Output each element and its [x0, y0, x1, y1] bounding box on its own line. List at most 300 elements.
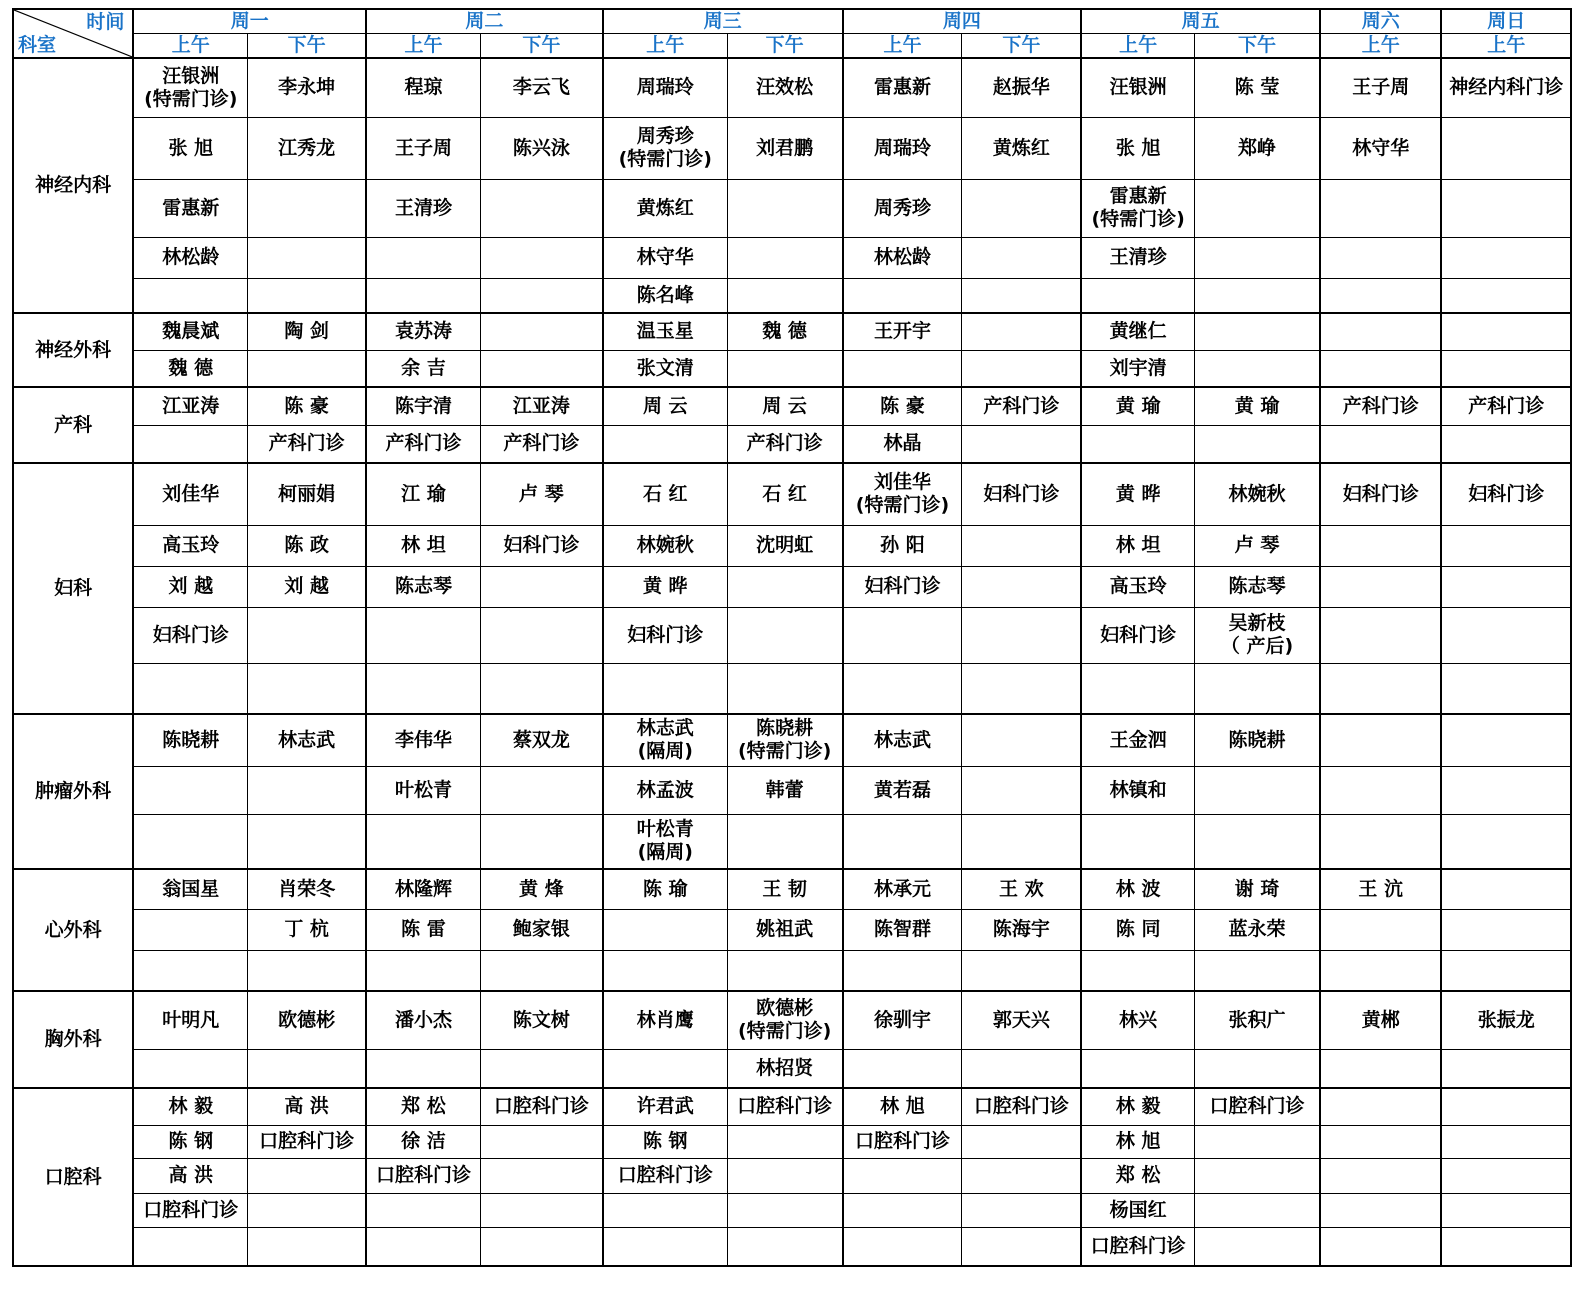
doctor-name: 孙 阳	[880, 534, 925, 556]
doctor-name: 陈晓耕	[162, 728, 220, 751]
doctor-name: 黄 晔	[642, 575, 688, 597]
slot-header: 下午	[727, 34, 842, 59]
doctor-name: 口腔科门诊	[375, 1164, 471, 1186]
schedule-cell	[248, 663, 366, 714]
department-name: 神经内科	[13, 58, 133, 313]
schedule-cell	[133, 663, 247, 714]
schedule-cell	[1320, 869, 1441, 909]
doctor-name: 陈 钢	[168, 1130, 214, 1152]
clinic-note: （ 产后)	[1220, 635, 1294, 657]
doctor-name: 魏 德	[762, 320, 807, 343]
schedule-cell	[727, 714, 842, 766]
schedule-cell	[133, 1088, 247, 1125]
doctor-name: 陈兴泳	[512, 136, 570, 159]
table-row	[13, 1088, 1571, 1125]
schedule-cell	[1081, 766, 1194, 814]
doctor-name: 陈 钢	[642, 1130, 688, 1152]
department-name: 口腔科	[13, 1088, 133, 1266]
schedule-cell	[480, 179, 602, 237]
table-row	[13, 237, 1571, 278]
doctor-name: 陈海宇	[992, 918, 1050, 940]
doctor-name: 林 毅	[168, 1095, 214, 1118]
schedule-cell	[843, 950, 962, 991]
schedule-cell	[1320, 607, 1441, 663]
doctor-name: 产科门诊	[503, 432, 580, 455]
schedule-cell	[962, 950, 1081, 991]
schedule-cell	[366, 58, 480, 117]
schedule-cell	[727, 1158, 842, 1193]
schedule-cell	[1081, 1227, 1194, 1266]
schedule-cell	[727, 525, 842, 566]
schedule-cell	[1441, 1125, 1571, 1158]
doctor-name: 张 旭	[1115, 136, 1161, 159]
doctor-name: 黄 瑜	[1234, 394, 1280, 417]
schedule-cell	[1081, 566, 1194, 607]
table-row	[13, 1227, 1571, 1266]
schedule-cell	[366, 663, 480, 714]
schedule-cell	[1320, 1193, 1441, 1227]
schedule-cell	[727, 313, 842, 350]
schedule-cell	[727, 607, 842, 663]
schedule-cell	[1081, 350, 1194, 387]
doctor-name: 石 红	[762, 482, 807, 505]
schedule-cell	[1081, 869, 1194, 909]
day-header: 周五	[1081, 9, 1320, 34]
doctor-name: 陈宇清	[394, 394, 452, 417]
schedule-cell	[727, 1049, 842, 1088]
schedule-cell	[843, 313, 962, 350]
schedule-cell	[727, 814, 842, 869]
schedule-cell	[1320, 991, 1441, 1049]
doctor-name: 陈晓耕	[756, 717, 814, 740]
doctor-name: 叶松青	[636, 818, 694, 841]
table-row	[13, 117, 1571, 179]
schedule-cell	[480, 814, 602, 869]
schedule-cell	[1441, 663, 1571, 714]
schedule-cell	[843, 1227, 962, 1266]
schedule-cell	[133, 179, 247, 237]
schedule-cell	[1195, 991, 1320, 1049]
schedule-cell	[480, 869, 602, 909]
doctor-name: 产科门诊	[1468, 394, 1545, 417]
schedule-cell	[962, 814, 1081, 869]
schedule-cell	[1195, 1088, 1320, 1125]
schedule-cell	[366, 950, 480, 991]
doctor-name: 口腔科门诊	[259, 1130, 355, 1152]
schedule-cell	[1195, 425, 1320, 463]
schedule-cell	[603, 1158, 727, 1193]
table-row	[13, 350, 1571, 387]
schedule-cell	[603, 117, 727, 179]
doctor-name: 蓝永荣	[1228, 918, 1286, 940]
schedule-cell	[603, 463, 727, 525]
table-row	[13, 313, 1571, 350]
doctor-name: 张文清	[636, 356, 694, 379]
schedule-cell	[843, 387, 962, 425]
schedule-cell	[1441, 387, 1571, 425]
doctor-name: 张积广	[1228, 1008, 1286, 1031]
schedule-cell	[480, 909, 602, 950]
doctor-name: 口腔科门诊	[973, 1095, 1069, 1118]
schedule-cell	[480, 525, 602, 566]
schedule-cell	[480, 425, 602, 463]
schedule-cell	[1441, 566, 1571, 607]
schedule-cell	[1441, 425, 1571, 463]
schedule-cell	[603, 1049, 727, 1088]
doctor-name: 李云飞	[512, 76, 570, 99]
schedule-cell	[1441, 313, 1571, 350]
schedule-cell	[962, 766, 1081, 814]
clinic-note: (特需门诊)	[1091, 208, 1185, 230]
schedule-cell	[1320, 950, 1441, 991]
schedule-cell	[1320, 1088, 1441, 1125]
doctor-name: 陈文树	[512, 1008, 570, 1031]
schedule-cell	[962, 425, 1081, 463]
schedule-cell	[962, 350, 1081, 387]
schedule-cell	[1320, 566, 1441, 607]
doctor-name: 周秀珍	[873, 196, 931, 219]
clinic-note: (隔周)	[637, 740, 693, 763]
schedule-cell	[248, 387, 366, 425]
day-header: 周日	[1441, 9, 1571, 34]
schedule-cell	[480, 117, 602, 179]
schedule-cell	[1441, 1193, 1571, 1227]
schedule-cell	[1081, 1049, 1194, 1088]
schedule-cell	[1320, 1125, 1441, 1158]
schedule-cell	[727, 350, 842, 387]
table-row	[13, 179, 1571, 237]
schedule-cell	[366, 387, 480, 425]
doctor-name: 产科门诊	[385, 432, 462, 455]
schedule-cell	[1320, 387, 1441, 425]
schedule-cell	[843, 350, 962, 387]
schedule-cell	[843, 607, 962, 663]
schedule-cell	[248, 909, 366, 950]
doctor-name: 产科门诊	[1342, 394, 1419, 417]
schedule-cell	[133, 463, 247, 525]
schedule-cell	[366, 714, 480, 766]
schedule-cell	[1081, 714, 1194, 766]
clinic-note: (特需门诊)	[618, 148, 712, 170]
schedule-cell	[133, 58, 247, 117]
schedule-cell	[248, 1125, 366, 1158]
schedule-cell	[962, 869, 1081, 909]
doctor-name: 卢 琴	[519, 482, 564, 505]
department-name: 产科	[13, 387, 133, 463]
schedule-cell	[133, 1158, 247, 1193]
schedule-cell	[843, 237, 962, 278]
doctor-name: 林婉秋	[636, 534, 694, 556]
doctor-name: 妇科门诊	[983, 482, 1060, 505]
schedule-cell	[1081, 463, 1194, 525]
schedule-cell	[133, 714, 247, 766]
schedule-cell	[366, 1049, 480, 1088]
doctor-name: 林守华	[636, 246, 694, 268]
doctor-name: 口腔科门诊	[1209, 1095, 1305, 1118]
schedule-cell	[1320, 425, 1441, 463]
doctor-name: 王金泗	[1109, 728, 1167, 751]
slot-header-row	[13, 34, 1571, 59]
schedule-cell	[1081, 313, 1194, 350]
doctor-name: 周 云	[762, 394, 807, 417]
doctor-name: 黄若磊	[873, 778, 931, 801]
table-row	[13, 869, 1571, 909]
schedule-cell	[727, 58, 842, 117]
schedule-cell	[1195, 869, 1320, 909]
doctor-name: 黄炼红	[992, 136, 1050, 159]
schedule-cell	[727, 566, 842, 607]
doctor-name: 汪银洲	[1109, 76, 1167, 99]
schedule-cell	[1441, 950, 1571, 991]
schedule-cell	[727, 278, 842, 313]
schedule-cell	[1320, 179, 1441, 237]
doctor-name: 林肖鹰	[636, 1008, 694, 1031]
schedule-cell	[133, 991, 247, 1049]
table-row	[13, 525, 1571, 566]
schedule-cell	[1320, 58, 1441, 117]
clinic-note: (特需门诊)	[855, 494, 950, 517]
schedule-cell	[133, 566, 247, 607]
schedule-cell	[603, 1193, 727, 1227]
schedule-cell	[1195, 117, 1320, 179]
doctor-name: 陈 政	[284, 534, 329, 556]
schedule-cell	[480, 237, 602, 278]
slot-header: 上午	[133, 34, 247, 59]
doctor-name: 江 瑜	[401, 482, 446, 505]
schedule-cell	[962, 1125, 1081, 1158]
schedule-cell	[843, 1125, 962, 1158]
schedule-cell	[1195, 58, 1320, 117]
schedule-cell	[1320, 714, 1441, 766]
schedule-cell	[480, 350, 602, 387]
doctor-name: 欧德彬	[756, 997, 814, 1020]
schedule-cell	[133, 313, 247, 350]
doctor-name: 妇科门诊	[864, 575, 941, 597]
doctor-name: 韩蕾	[765, 778, 804, 801]
doctor-name: 妇科门诊	[1342, 482, 1419, 505]
day-header-row	[13, 9, 1571, 34]
doctor-name: 郑峥	[1238, 136, 1277, 159]
schedule-cell	[603, 179, 727, 237]
schedule-cell	[962, 278, 1081, 313]
schedule-cell	[248, 350, 366, 387]
schedule-cell	[366, 909, 480, 950]
doctor-name: 卢 琴	[1234, 534, 1280, 556]
schedule-cell	[1081, 387, 1194, 425]
schedule-cell	[366, 869, 480, 909]
table-row	[13, 950, 1571, 991]
day-header: 周一	[133, 9, 366, 34]
doctor-name: 陈 莹	[1234, 76, 1280, 99]
schedule-cell	[843, 814, 962, 869]
department-name: 肿瘤外科	[13, 714, 133, 869]
doctor-name: 林晶	[883, 432, 922, 455]
schedule-cell	[843, 58, 962, 117]
schedule-cell	[248, 1158, 366, 1193]
doctor-name: 黄继仁	[1109, 320, 1167, 343]
schedule-cell	[1320, 766, 1441, 814]
schedule-cell	[1441, 1049, 1571, 1088]
schedule-cell	[1195, 1193, 1320, 1227]
table-row	[13, 566, 1571, 607]
doctor-name: 赵振华	[992, 76, 1050, 99]
doctor-name: 江亚涛	[512, 394, 570, 417]
department-name: 心外科	[13, 869, 133, 991]
schedule-cell	[248, 566, 366, 607]
doctor-name: 林志武	[278, 728, 336, 751]
schedule-cell	[1441, 463, 1571, 525]
department-name: 胸外科	[13, 991, 133, 1088]
schedule-cell	[1195, 313, 1320, 350]
schedule-cell	[248, 869, 366, 909]
doctor-name: 林隆辉	[394, 877, 452, 900]
doctor-name: 郭天兴	[992, 1008, 1050, 1031]
schedule-cell	[480, 1049, 602, 1088]
schedule-cell	[727, 1088, 842, 1125]
schedule-cell	[1320, 525, 1441, 566]
schedule-cell	[1320, 278, 1441, 313]
schedule-cell	[962, 387, 1081, 425]
slot-header: 上午	[366, 34, 480, 59]
schedule-cell	[603, 525, 727, 566]
doctor-name: 陈 豪	[880, 394, 925, 417]
doctor-name: 刘佳华	[873, 471, 931, 494]
doctor-name: 黄 晔	[1115, 482, 1161, 505]
schedule-cell	[1441, 1158, 1571, 1193]
clinic-note: (特需门诊)	[737, 1020, 832, 1043]
schedule-cell	[1081, 1125, 1194, 1158]
schedule-cell	[727, 237, 842, 278]
schedule-cell	[366, 1227, 480, 1266]
schedule-cell	[1195, 237, 1320, 278]
doctor-name: 林守华	[1352, 136, 1410, 159]
schedule-cell	[727, 1125, 842, 1158]
doctor-name: 陈 豪	[284, 394, 329, 417]
doctor-name: 林兴	[1119, 1008, 1158, 1031]
schedule-cell	[1320, 117, 1441, 179]
schedule-cell	[248, 179, 366, 237]
schedule-cell	[603, 1088, 727, 1125]
schedule-cell	[133, 350, 247, 387]
doctor-name: 刘君鹏	[756, 136, 814, 159]
schedule-cell	[133, 814, 247, 869]
schedule-cell	[366, 1125, 480, 1158]
schedule-cell	[1081, 909, 1194, 950]
schedule-cell	[1441, 869, 1571, 909]
doctor-name: 刘宇清	[1109, 356, 1167, 379]
doctor-name: 林招贤	[756, 1056, 814, 1079]
slot-header: 上午	[603, 34, 727, 59]
schedule-cell	[1320, 350, 1441, 387]
schedule-cell	[843, 991, 962, 1049]
doctor-name: 林婉秋	[1228, 482, 1286, 505]
schedule-cell	[843, 425, 962, 463]
schedule-cell	[1081, 58, 1194, 117]
doctor-name: 石 红	[642, 482, 688, 505]
schedule-cell	[248, 237, 366, 278]
schedule-cell	[603, 387, 727, 425]
doctor-name: 蔡双龙	[512, 728, 570, 751]
schedule-cell	[1441, 525, 1571, 566]
schedule-cell	[727, 991, 842, 1049]
schedule-cell	[248, 278, 366, 313]
schedule-cell	[1320, 1158, 1441, 1193]
table-row	[13, 909, 1571, 950]
schedule-cell	[1081, 1193, 1194, 1227]
table-row	[13, 663, 1571, 714]
schedule-cell	[1441, 909, 1571, 950]
schedule-cell	[480, 387, 602, 425]
schedule-cell	[366, 525, 480, 566]
doctor-name: 高玉玲	[1109, 575, 1167, 597]
schedule-cell	[1320, 463, 1441, 525]
schedule-cell	[133, 1125, 247, 1158]
doctor-name: 林志武	[873, 728, 931, 751]
schedule-cell	[843, 566, 962, 607]
schedule-cell	[727, 869, 842, 909]
schedule-cell	[133, 1227, 247, 1266]
schedule-cell	[1195, 566, 1320, 607]
schedule-cell	[1441, 714, 1571, 766]
doctor-name: 刘 越	[168, 575, 214, 597]
doctor-name: 林志武	[636, 717, 694, 740]
clinic-note: (特需门诊)	[737, 740, 832, 763]
schedule-cell	[248, 1049, 366, 1088]
schedule-cell	[133, 387, 247, 425]
doctor-name: 潘小杰	[394, 1008, 452, 1031]
table-row	[13, 1158, 1571, 1193]
doctor-name: 陈智群	[873, 918, 931, 940]
schedule-cell	[1081, 814, 1194, 869]
schedule-cell	[962, 1158, 1081, 1193]
schedule-cell	[1441, 117, 1571, 179]
schedule-cell	[133, 909, 247, 950]
schedule-cell	[133, 950, 247, 991]
schedule-cell	[1195, 525, 1320, 566]
schedule-cell	[133, 278, 247, 313]
doctor-name: 魏晨斌	[162, 320, 220, 343]
day-header: 周二	[366, 9, 603, 34]
doctor-name: 程琼	[404, 76, 443, 99]
schedule-cell	[727, 1227, 842, 1266]
schedule-cell	[1441, 179, 1571, 237]
schedule-cell	[480, 313, 602, 350]
schedule-cell	[366, 1158, 480, 1193]
doctor-name: 林 坦	[401, 534, 446, 556]
schedule-cell	[962, 1049, 1081, 1088]
doctor-name: 黄郴	[1361, 1008, 1400, 1031]
doctor-name: 林 旭	[1115, 1130, 1161, 1152]
corner-header-cell	[13, 9, 133, 58]
doctor-name: 林松龄	[162, 246, 220, 268]
doctor-name: 周瑞玲	[873, 136, 931, 159]
doctor-name: 林承元	[873, 877, 931, 900]
slot-header: 上午	[843, 34, 962, 59]
schedule-cell	[248, 814, 366, 869]
doctor-name: 温玉星	[636, 320, 694, 343]
schedule-cell	[603, 663, 727, 714]
schedule-cell	[480, 1193, 602, 1227]
schedule-cell	[727, 387, 842, 425]
schedule-cell	[962, 463, 1081, 525]
schedule-cell	[1081, 1088, 1194, 1125]
schedule-cell	[133, 525, 247, 566]
doctor-name: 陶 剑	[284, 320, 329, 343]
schedule-cell	[248, 950, 366, 991]
doctor-name: 妇科门诊	[1468, 482, 1545, 505]
table-row	[13, 58, 1571, 117]
slot-header: 下午	[480, 34, 602, 59]
